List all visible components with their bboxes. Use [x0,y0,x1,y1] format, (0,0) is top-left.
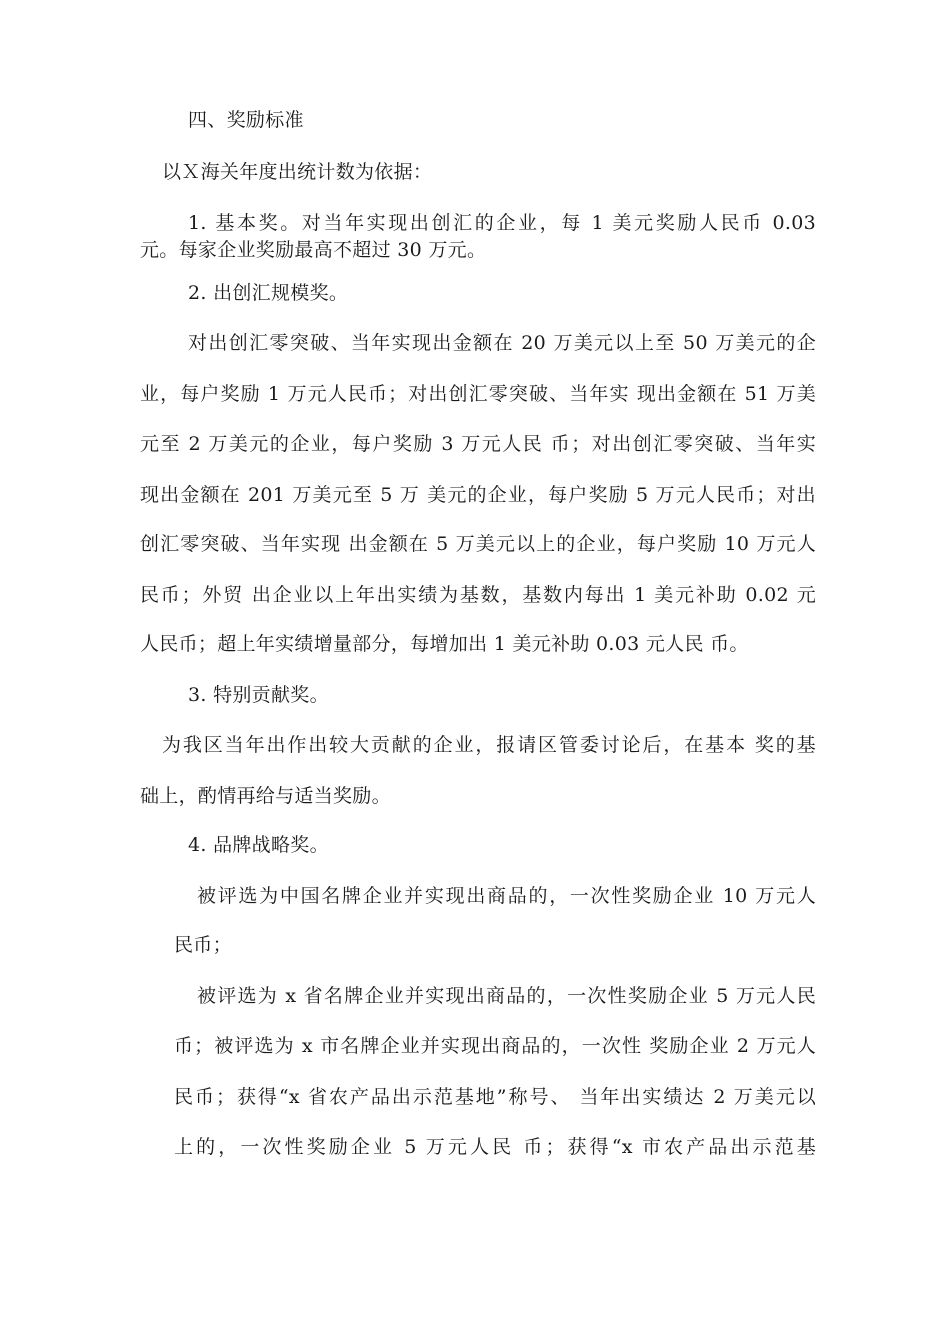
item4-para1-line: 民币； [174,934,232,956]
item2-line: 元至 2 万美元的企业，每户奖励 3 万元人民 币；对出创汇零突破、当年实 [140,433,816,455]
item3-line: 为我区当年出作出较大贡献的企业，报请区管委讨论后，在基本 奖的基 [162,734,816,756]
item2-line: 业，每户奖励 1 万元人民币；对出创汇零突破、当年实 现出金额在 51 万美 [140,383,816,405]
item1-line: 元。每家企业奖励最高不超过 30 万元。 [140,239,487,261]
item4-para2-line: 上的，一次性奖励企业 5 万元人民 币；获得“x 市农产品出示范基 [174,1136,816,1158]
item2-line: 现出金额在 201 万美元至 5 万 美元的企业，每户奖励 5 万元人民币；对出 [140,484,816,506]
item4-title: 4. 品牌战略奖。 [188,834,329,856]
item1-line: 1. 基本奖。对当年实现出创汇的企业，每 1 美元奖励人民币 0.03 [188,212,816,234]
item2-title: 2. 出创汇规模奖。 [188,282,349,304]
item4-para2-line: 币；被评选为 x 市名牌企业并实现出商品的，一次性 奖励企业 2 万元人 [174,1035,816,1057]
item4-para1-line: 被评选为中国名牌企业并实现出商品的，一次性奖励企业 10 万元人 [197,885,816,907]
item2-line: 人民币；超上年实绩增量部分，每增加出 1 美元补助 0.03 元人民 币。 [140,633,749,655]
item4-para2-line: 民币；获得“x 省农产品出示范基地”称号、 当年出实绩达 2 万美元以 [174,1086,816,1108]
item3-line: 础上，酌情再给与适当奖励。 [140,785,391,807]
item4-para2-line: 被评选为 x 省名牌企业并实现出商品的，一次性奖励企业 5 万元人民 [197,985,816,1007]
item2-line: 对出创汇零突破、当年实现出金额在 20 万美元以上至 50 万美元的企 [188,332,816,354]
basis-text: 以Ｘ海关年度出统计数为依据： [162,161,433,183]
item2-line: 创汇零突破、当年实现 出金额在 5 万美元以上的企业，每户奖励 10 万元人 [140,533,816,555]
item2-line: 民币；外贸 出企业以上年出实绩为基数，基数内每出 1 美元补助 0.02 元 [140,584,816,606]
item3-title: 3. 特别贡献奖。 [188,684,329,706]
section-heading: 四、奖励标准 [188,109,304,131]
